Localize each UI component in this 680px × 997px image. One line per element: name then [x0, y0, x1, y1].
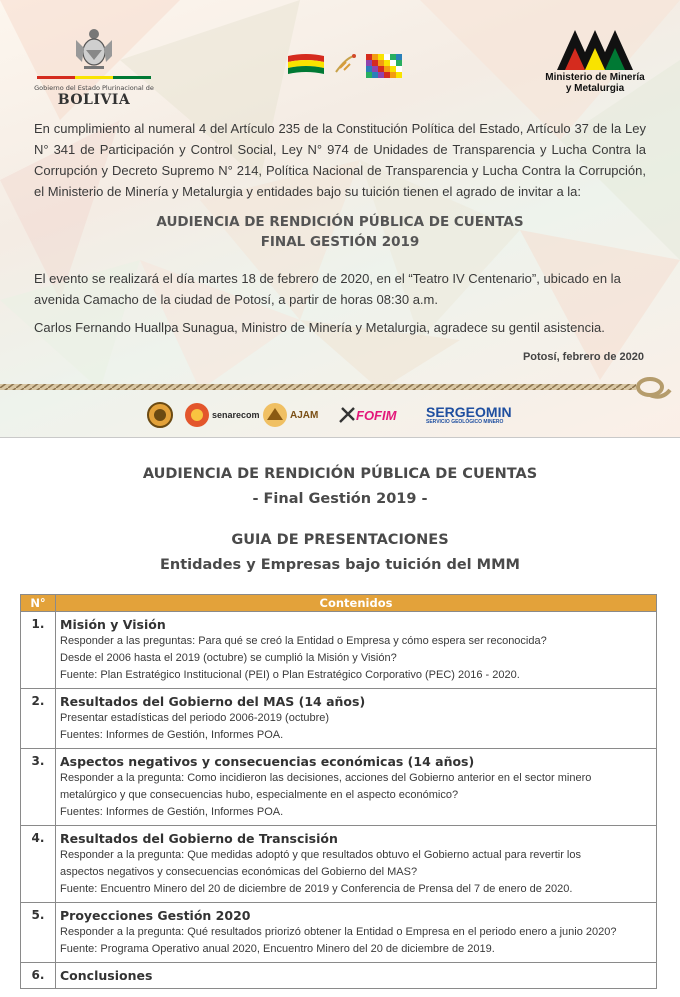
table-header-row: [21, 595, 657, 612]
col-number-header: N°: [21, 595, 56, 612]
sergeomin-subtitle: SERVICIO GEOLÓGICO MINERO: [426, 418, 504, 425]
patuju-flower-icon: [336, 54, 356, 72]
row-line: Responder a la pregunta: Como incidieron las decisiones, acciones del Gobierno anterior en el sector minero: [60, 772, 592, 784]
row-title: Aspectos negativos y consecuencias económicas (14 años): [60, 754, 475, 769]
coat-of-arms-icon: [72, 26, 116, 72]
row-line: Desde el 2006 hasta el 2019 (octubre) se cumplió la Misión y Visión?: [60, 652, 397, 664]
card-bottom-border: [0, 437, 680, 438]
row-number: 4.: [21, 826, 56, 903]
row-line: Responder a la pregunta: Qué resultados priorizó obtener la Entidad o Empresa en el periodo enero a junio 2020?: [60, 926, 617, 938]
row-number: 1.: [21, 612, 56, 689]
guide-title-sub: - Final Gestión 2019 -: [252, 491, 428, 507]
ajam-logo: [262, 400, 318, 430]
row-title: Resultados del Gobierno de Transcisión: [60, 831, 338, 846]
guide-title: AUDIENCIA DE RENDICIÓN PÚBLICA DE CUENTAS: [142, 466, 538, 482]
row-line: Fuente: Programa Operativo anual 2020, Encuentro Minero del 20 de diciembre de 2019.: [60, 943, 495, 955]
bolivia-government-logo: [34, 26, 154, 108]
row-line: Fuente: Encuentro Minero del 20 de diciembre de 2019 y Conferencia de Prensa del 7 de enero de 2020.: [60, 883, 573, 895]
row-title: Proyecciones Gestión 2020: [60, 908, 251, 923]
comibol-logo: [146, 400, 174, 430]
rope-divider: [0, 376, 680, 402]
row-content: [56, 826, 657, 903]
row-number: 3.: [21, 749, 56, 826]
invitation-title-line2: FINAL GESTIÓN 2019: [260, 234, 420, 250]
ministry-name-line1: Ministerio de Minería: [545, 72, 645, 83]
contents-table: [20, 594, 657, 989]
row-content: [56, 903, 657, 963]
invitation-intro: En cumplimiento al numeral 4 del Artículo 235 de la Constitución Política del Estado, Artículo 37 de la Ley N° 341 de Participación y Control Social, Ley N° 974 de Unidades de Transparencia y Lucha Contra la Corrupción y Decreto Supremo N° 214, Política Nacional de Transparencia y Lucha Contra la Corrupción, el Ministerio de Minería y Metalurgia y entidades bajo su tuición tienen el agrado de invitar a la:: [34, 121, 646, 199]
row-number: 6.: [21, 963, 56, 989]
event-details: El evento se realizará el día martes 18 de febrero de 2020, en el “Teatro IV Centenario”, ubicado en la avenida Camacho de la ciudad de Potosí, a partir de horas 08:30 a.m.: [34, 271, 621, 307]
row-line: Responder a la pregunta: Que medidas adoptó y que resultados obtuvo el Gobierno actual para revertir los: [60, 849, 581, 861]
country-name: BOLIVIA: [57, 92, 131, 108]
fofim-label: FOFIM: [356, 407, 397, 423]
ajam-label: AJAM: [290, 409, 319, 421]
fofim-logo: [338, 400, 396, 430]
invitation-title: [34, 212, 646, 252]
row-title: Conclusiones: [60, 968, 153, 983]
government-label: Gobierno del Estado Plurinacional de: [34, 84, 154, 92]
comibol-emblem-icon: [146, 401, 174, 429]
flag-stripe: [34, 76, 154, 82]
ministry-mountains-icon: [555, 24, 635, 72]
sergeomin-label: SERGEOMIN: [426, 403, 512, 420]
minister-thanks: Carlos Fernando Huallpa Sunagua, Ministro de Minería y Metalurgia, agradece su gentil asistencia.: [34, 320, 605, 335]
pickaxe-icon: [338, 406, 356, 424]
wiphala-flag-icon: [366, 54, 402, 78]
table-row: [21, 749, 657, 826]
row-number: 5.: [21, 903, 56, 963]
row-title: Misión y Visión: [60, 617, 166, 632]
table-row: [21, 689, 657, 749]
sergeomin-logo: [426, 400, 512, 430]
row-content: [56, 612, 657, 689]
invitation-title-line1: AUDIENCIA DE RENDICIÓN PÚBLICA DE CUENTAS: [156, 214, 524, 230]
row-line: Responder a las preguntas: Para qué se creó la Entidad o Empresa y cómo espera ser reconocida?: [60, 635, 547, 647]
bolivian-flag-icon: [288, 54, 324, 74]
invitation-card: [0, 0, 680, 438]
table-row: [21, 612, 657, 689]
row-content: [56, 749, 657, 826]
guide-subtitle: GUIA DE PRESENTACIONES: [231, 532, 449, 548]
ministry-name-line2: y Metalurgia: [565, 83, 625, 94]
entity-logos-row: [140, 400, 540, 430]
row-line: Presentar estadísticas del periodo 2006-2019 (octubre): [60, 712, 330, 724]
national-symbols: [288, 52, 428, 82]
row-content: [56, 689, 657, 749]
row-content: [56, 963, 657, 989]
row-line: Fuentes: Informes de Gestión, Informes POA.: [60, 729, 284, 741]
ajam-emblem-icon: [262, 402, 288, 428]
row-title: Resultados del Gobierno del MAS (14 años): [60, 694, 366, 709]
table-row: [21, 903, 657, 963]
senarecom-label: senarecom: [212, 410, 260, 420]
row-line: Fuente: Plan Estratégico Institucional (PEI) o Plan Estratégico Corporativo (PEC) 2016 - 2020.: [60, 669, 520, 681]
row-line: Fuentes: Informes de Gestión, Informes POA.: [60, 806, 284, 818]
senarecom-logo: [184, 400, 260, 430]
col-contents-header: Contenidos: [56, 595, 657, 612]
place-date: Potosí, febrero de 2020: [522, 351, 644, 363]
row-number: 2.: [21, 689, 56, 749]
row-line: metalúrgico y que consecuencias hubo, especialmente en el aspecto económico?: [60, 789, 459, 801]
table-row: [21, 963, 657, 989]
row-line: aspectos negativos y consecuencias económicas del Gobierno del MAS?: [60, 866, 418, 878]
senarecom-emblem-icon: [184, 402, 210, 428]
guide-subtitle-entities: Entidades y Empresas bajo tuición del MMM: [160, 557, 520, 573]
table-row: [21, 826, 657, 903]
ministry-logo: [540, 24, 650, 94]
